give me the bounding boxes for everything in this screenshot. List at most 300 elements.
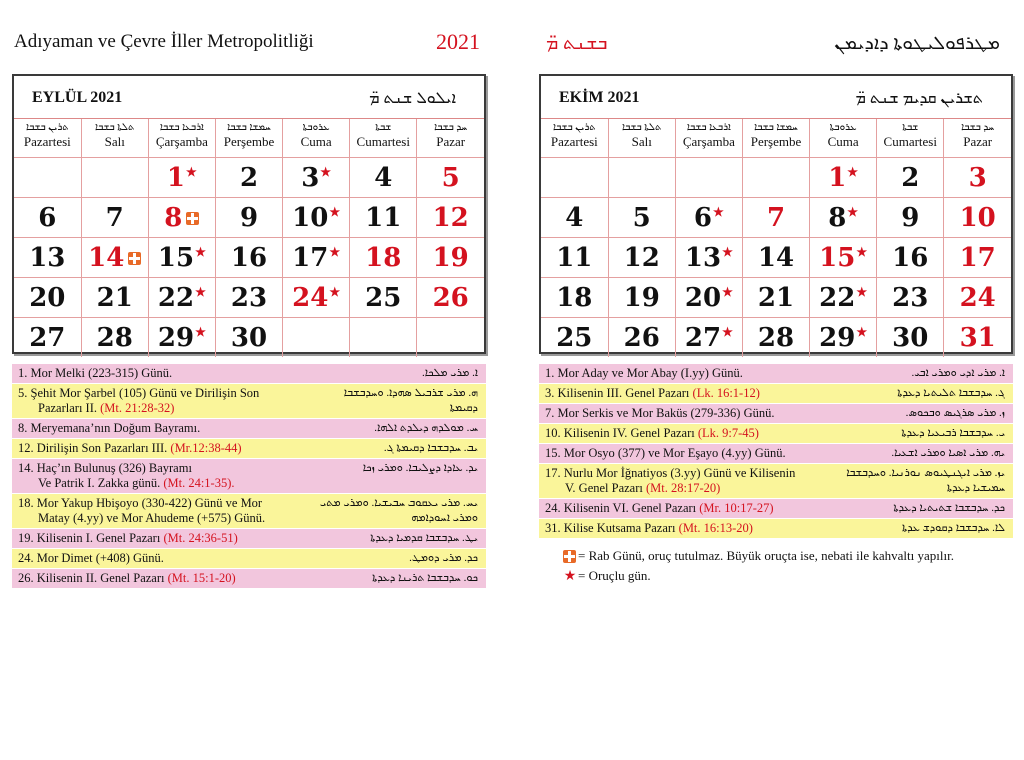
day-number: 2 [901, 162, 920, 193]
feast-text [12, 531, 318, 546]
weekday-row [541, 119, 1011, 158]
weekday-name: Cumartesi [356, 134, 410, 149]
feast-row [12, 419, 486, 439]
day-cell [148, 238, 215, 278]
day-cell [417, 318, 484, 358]
month-title: EKİM 2021 [559, 89, 640, 106]
weekday-syriac: ܚܕ ܒܫܒܐ [961, 122, 995, 133]
feast-syriac: ܟܕ. ܡܪܝ ܕܘܡܛ. [409, 552, 478, 564]
feast-text [539, 521, 845, 536]
calendar-grid [541, 119, 1011, 357]
fast-star-icon: ★ [320, 164, 332, 179]
calendar-october [539, 74, 1013, 354]
fast-star-icon: ★ [195, 244, 206, 259]
day-cell [944, 238, 1011, 278]
day-number: 10 [959, 202, 996, 233]
day-number: 17 [959, 242, 996, 273]
day-number: 17 [292, 242, 329, 273]
weekday-header [877, 119, 944, 158]
day-cell [944, 278, 1011, 318]
feast-text [12, 386, 318, 416]
day-number: 18 [365, 242, 402, 273]
weekday-header [81, 119, 148, 158]
fast-star-icon: ★ [722, 244, 733, 259]
feast-text [12, 551, 318, 566]
day-number: 23 [230, 282, 268, 313]
day-cell [215, 198, 282, 238]
lords-day-cross-icon [563, 550, 576, 563]
feast-title: 18. Mor Yakup Hbişoyo (330-422) Günü ve Mor [18, 496, 263, 510]
header-syriac-year: ܒܫܢܬ ܡ̈ [546, 33, 608, 54]
day-number: 4 [565, 202, 584, 233]
feast-reference: (Mr.12:38-44) [170, 441, 242, 455]
feast-title: 14. Haç’ın Bulunuş (326) Bayramı [18, 461, 192, 475]
feast-title: 26. Kilisenin II. Genel Pazarı [18, 571, 165, 585]
day-cell [944, 318, 1011, 358]
month-title-syriac: ܬܫܪܝܢ ܩܕܝܡ ܫܢܬ ܡ̈ [855, 90, 983, 107]
legend-item-cross [562, 546, 954, 566]
day-cell [608, 318, 675, 358]
feast-reference: (Mt. 16:13-20) [678, 521, 753, 535]
week-row [541, 238, 1011, 278]
week-row [541, 278, 1011, 318]
day-cell [608, 278, 675, 318]
feast-syriac: ܚ. ܡܘܠܕܗ ܕܝܠܕܬ ܐܠܗܐ. [374, 422, 478, 434]
feast-syriac: ܝܙ. ܡܪܝ ܐܝܓܢܛܝܘܣ ܢܘܪܢܝܐ. ܘܚܕܒܫܒܐ ܚܡܝܫܝܐ ܕܥܕܬܐ [846, 467, 1005, 494]
day-cell [541, 318, 608, 358]
day-number: 2 [239, 162, 259, 193]
weekday-name: Çarşamba [682, 134, 735, 149]
feast-reference: (Mt. 21:28-32) [100, 401, 175, 415]
day-number: 21 [96, 282, 133, 313]
day-cell [350, 198, 417, 238]
day-cell [810, 278, 877, 318]
feast-title: 24. Kilisenin VI. Genel Pazarı [545, 501, 697, 515]
weekday-syriac: ܥܪܘܒܬܐ [302, 122, 330, 133]
day-cell [944, 198, 1011, 238]
calendar-september [12, 74, 486, 354]
day-cell [283, 198, 350, 238]
feast-row [12, 569, 486, 589]
fast-star-icon: ★ [195, 284, 206, 299]
day-number: 4 [374, 162, 393, 193]
feast-syriac: ܗ. ܡܪܝ ܫܪܒܝܠ ܣܗܕܐ. ܘܚܕܒܫܒܐ ܕܩܝܡܬܐ [343, 387, 478, 414]
feast-syriac: ܟܕ. ܚܕܒܫܒܐ ܫܬܝܬܝܐ ܕܥܕܬܐ [893, 502, 1005, 514]
calendar-grid [14, 119, 484, 357]
weekday-header [350, 119, 417, 158]
feast-row [12, 529, 486, 549]
feast-row [539, 364, 1013, 384]
day-cell [541, 278, 608, 318]
weekday-name: Pazar [963, 134, 993, 149]
weekday-name: Salı [104, 134, 125, 149]
weekday-header [417, 119, 484, 158]
weekday-syriac: ܬܪܝܢ ܒܫܒܐ [552, 122, 596, 133]
feast-syriac: ܝܛ. ܚܕܒܫܒܐ ܩܕܡܝܐ ܕܥܕܬܐ [370, 532, 478, 544]
weekday-syriac: ܚܕ ܒܫܒܐ [434, 122, 468, 133]
day-number: 30 [892, 322, 929, 353]
day-number: 6 [693, 202, 713, 233]
weekday-syriac: ܬܠܬܐ ܒܫܒܐ [95, 122, 135, 133]
lords-day-cross-icon [128, 252, 141, 265]
day-cell [541, 198, 608, 238]
day-number: 29 [157, 322, 195, 353]
day-cell [14, 238, 81, 278]
day-cell [675, 318, 742, 358]
day-number: 30 [230, 322, 268, 353]
weekday-header [675, 119, 742, 158]
day-number: 24 [292, 282, 329, 313]
fast-star-icon: ★ [722, 284, 733, 299]
day-cell [283, 238, 350, 278]
weekday-header [608, 119, 675, 158]
fast-star-icon: ★ [847, 204, 859, 219]
day-number: 3 [968, 162, 987, 193]
feast-syriac: ܓ. ܚܕܒܫܒܐ ܬܠܝܬܝܐ ܕܥܕܬܐ [897, 387, 1005, 399]
day-cell [810, 318, 877, 358]
day-number: 15 [157, 242, 195, 273]
day-number: 7 [105, 202, 124, 233]
day-cell [215, 158, 282, 198]
weekday-syriac: ܚܡܫܐ ܒܫܒܐ [227, 122, 271, 133]
legend [562, 546, 954, 586]
feast-title: 1. Mor Melki (223-315) Günü. [18, 366, 173, 380]
feast-text [539, 366, 845, 381]
feast-text [12, 496, 318, 526]
day-number: 14 [757, 242, 795, 273]
day-cell [417, 278, 484, 318]
fast-star-icon: ★ [722, 324, 733, 339]
feast-syriac: ܠܐ. ܚܕܒܫܒܐ ܕܩܘܕܫ ܥܕܬܐ [902, 522, 1005, 534]
header-title: Adıyaman ve Çevre İller Metropolitliği [14, 31, 314, 52]
week-row [14, 158, 484, 198]
feast-syriac: ܝܗ. ܡܪܝ ܐܣܝܐ ܘܡܪܝ ܐܫܥܝܐ. [891, 447, 1005, 459]
weekday-syriac: ܐܪܒܥܐ ܒܫܒܐ [159, 122, 204, 133]
feast-reference: (Lk. 9:7-45) [697, 426, 759, 440]
day-cell [541, 238, 608, 278]
feast-syriac: ܐ. ܡܪܝ ܐܕܝ ܘܡܪܝ ܐܒܝ. [911, 367, 1005, 379]
feast-text [12, 366, 318, 381]
fast-star-icon: ★ [186, 164, 197, 179]
feast-reference: (Mr. 10:17-27) [699, 501, 774, 515]
weekday-header [944, 119, 1011, 158]
weekday-name: Cuma [300, 134, 332, 149]
weekday-header [742, 119, 809, 158]
day-number: 16 [230, 242, 268, 273]
week-row [541, 318, 1011, 358]
fast-star-icon: ★ [329, 204, 341, 219]
day-cell [608, 158, 675, 198]
day-number: 24 [959, 282, 996, 313]
day-number: 22 [819, 282, 856, 313]
day-cell [283, 278, 350, 318]
feast-text [539, 446, 845, 461]
fast-star-icon: ★ [856, 324, 868, 339]
feast-row [539, 424, 1013, 444]
feast-title: 8. Meryemana’nın Doğum Bayramı. [18, 421, 201, 435]
feast-row [539, 384, 1013, 404]
feast-row [539, 464, 1013, 499]
feast-row [539, 404, 1013, 424]
weekday-name: Çarşamba [155, 134, 208, 149]
lords-day-cross-icon [186, 212, 199, 225]
fast-star-icon: ★ [329, 244, 341, 259]
day-cell [350, 158, 417, 198]
weekday-syriac: ܐܪܒܥܐ ܒܫܒܐ [686, 122, 731, 133]
day-cell [608, 198, 675, 238]
day-cell [810, 198, 877, 238]
day-number: 26 [623, 322, 660, 353]
calendar-header [541, 76, 1011, 119]
day-number: 11 [365, 202, 402, 233]
day-cell [944, 158, 1011, 198]
feast-reference: (Mt. 24:36-51) [163, 531, 238, 545]
day-number: 5 [632, 202, 651, 233]
feast-syriac: ܝܚ. ܡܪܝ ܝܥܩܘܒ ܚܒܝܫܝܐ. ܘܡܪܝ ܡܬܝ ܘܡܪܝ ܐܚܘܕܐܡܗ [319, 497, 478, 524]
day-cell [675, 278, 742, 318]
fast-star-icon: ★ [856, 244, 868, 259]
feast-syriac: ܝܕ. ܥܐܕܐ ܕܨܠܝܒܐ. ܘܡܪܝ ܙܟܐ [362, 462, 478, 474]
day-number: 11 [556, 242, 593, 273]
day-number: 9 [239, 202, 259, 233]
header-year: 2021 [436, 29, 480, 54]
fast-star-icon: ★ [847, 164, 859, 179]
day-cell [148, 198, 215, 238]
day-cell [350, 318, 417, 358]
day-cell [81, 238, 148, 278]
feast-title: 19. Kilisenin I. Genel Pazarı [18, 531, 161, 545]
day-cell [742, 278, 809, 318]
feast-title: 17. Nurlu Mor İğnatiyos (3.yy) Günü ve Kilisenin [545, 466, 796, 480]
feast-syriac: ܙ. ܡܪܝ ܣܪܓܝܣ ܘܒܟܘܣ. [905, 407, 1005, 419]
feast-reference: (Mt. 28:17-20) [646, 481, 721, 495]
day-number: 20 [29, 282, 66, 313]
weekday-header [148, 119, 215, 158]
calendar-header [14, 76, 484, 119]
legend-item-star [562, 566, 954, 586]
day-number: 10 [292, 202, 329, 233]
week-row [14, 278, 484, 318]
day-cell [81, 318, 148, 358]
day-cell [81, 198, 148, 238]
day-number: 12 [623, 242, 660, 273]
day-number: 15 [819, 242, 856, 273]
day-cell [742, 238, 809, 278]
feast-row [539, 444, 1013, 464]
week-row [541, 158, 1011, 198]
day-cell [215, 238, 282, 278]
legend-star-text: = Oruçlu gün. [578, 568, 651, 583]
day-number: 1 [166, 162, 186, 193]
weekday-syriac: ܥܪܘܒܬܐ [829, 122, 857, 133]
feast-title-cont: V. Genel Pazarı [565, 481, 643, 495]
weekday-name: Cumartesi [883, 134, 937, 149]
fast-star-icon: ★ [195, 324, 206, 339]
weekday-name: Pazartesi [23, 134, 71, 149]
day-number: 3 [301, 162, 320, 193]
month-title-syriac: ܐܝܠܘܠ ܫܢܬ ܡ̈ [369, 90, 456, 107]
feast-text [539, 426, 845, 441]
feast-title: 24. Mor Dimet (+408) Günü. [18, 551, 164, 565]
day-number: 22 [157, 282, 195, 313]
feast-title: 5. Şehit Mor Şarbel (105) Günü ve Dirilişin Son [18, 386, 260, 400]
day-number: 25 [365, 282, 402, 313]
feast-reference: (Mt. 15:1-20) [167, 571, 236, 585]
weekday-name: Perşembe [223, 134, 275, 149]
day-cell [14, 278, 81, 318]
day-cell [417, 238, 484, 278]
day-cell [742, 158, 809, 198]
feast-text [12, 421, 318, 436]
feast-row [12, 459, 486, 494]
feast-row [539, 519, 1013, 539]
day-number: 19 [623, 282, 660, 313]
day-number: 14 [88, 242, 125, 273]
weekday-row [14, 119, 484, 158]
weekday-syriac: ܬܪܝܢ ܒܫܒܐ [25, 122, 69, 133]
day-number: 20 [684, 282, 722, 313]
weekday-name: Pazar [436, 134, 466, 149]
feast-reference: (Lk. 16:1-12) [692, 386, 760, 400]
week-row [14, 238, 484, 278]
day-number: 13 [684, 242, 722, 273]
weekday-name: Pazartesi [550, 134, 598, 149]
day-cell [877, 238, 944, 278]
day-number: 21 [757, 282, 795, 313]
day-cell [417, 198, 484, 238]
day-cell [215, 278, 282, 318]
day-number: 28 [757, 322, 795, 353]
feast-title: 31. Kilise Kutsama Pazarı [545, 521, 676, 535]
day-cell [14, 318, 81, 358]
day-cell [810, 158, 877, 198]
day-cell [350, 278, 417, 318]
week-row [14, 198, 484, 238]
weekday-name: Cuma [827, 134, 859, 149]
day-number: 6 [38, 202, 57, 233]
feast-reference: (Mt. 24:1-35). [163, 476, 235, 490]
weekday-header [541, 119, 608, 158]
day-number: 5 [441, 162, 460, 193]
feast-text [12, 571, 318, 586]
feast-text [539, 501, 845, 516]
day-cell [283, 318, 350, 358]
fast-star-icon: ★ [329, 284, 341, 299]
weekday-syriac: ܚܡܫܐ ܒܫܒܐ [754, 122, 798, 133]
day-number: 1 [828, 162, 847, 193]
day-cell [148, 158, 215, 198]
feast-syriac: ܝ. ܚܕܒܫܒܐ ܪܒܝܥܝܐ ܕܥܕܬܐ [901, 427, 1005, 439]
fast-star-icon: ★ [563, 568, 577, 584]
feast-text [539, 466, 845, 496]
feast-title: 10. Kilisenin IV. Genel Pazarı [545, 426, 695, 440]
day-cell [14, 158, 81, 198]
day-number: 31 [959, 322, 996, 353]
day-cell [81, 278, 148, 318]
weekday-header [283, 119, 350, 158]
day-number: 23 [892, 282, 929, 313]
day-number: 26 [432, 282, 469, 313]
day-number: 18 [556, 282, 593, 313]
day-number: 29 [819, 322, 856, 353]
fast-star-icon: ★ [713, 204, 724, 219]
feast-text [12, 461, 318, 491]
day-cell [675, 198, 742, 238]
weekday-header [810, 119, 877, 158]
feast-row [12, 439, 486, 459]
day-cell [810, 238, 877, 278]
day-number: 8 [828, 202, 847, 233]
feast-syriac: ܟܘ. ܚܕܒܫܒܐ ܬܪܝܢܐ ܕܥܕܬܐ [372, 572, 478, 584]
day-number: 25 [556, 322, 593, 353]
feast-row [12, 494, 486, 529]
day-number: 7 [766, 202, 786, 233]
day-cell [541, 158, 608, 198]
day-cell [742, 198, 809, 238]
feast-title: 15. Mor Osyo (377) ve Mor Eşayo (4.yy) Günü. [545, 446, 786, 460]
day-number: 16 [892, 242, 929, 273]
week-row [14, 318, 484, 358]
feast-syriac: ܝܒ. ܚܕܒܫܒܐ ܕܩܝܡܬܐ ܓ. [383, 442, 478, 454]
day-cell [877, 318, 944, 358]
day-number: 28 [96, 322, 133, 353]
day-cell [608, 238, 675, 278]
feast-list-september [12, 364, 486, 589]
day-number: 27 [29, 322, 66, 353]
weekday-syriac: ܬܠܬܐ ܒܫܒܐ [622, 122, 662, 133]
feast-list-october [539, 364, 1013, 539]
feast-row [12, 384, 486, 419]
day-cell [14, 198, 81, 238]
day-cell [283, 158, 350, 198]
day-cell [877, 198, 944, 238]
month-title: EYLÜL 2021 [32, 89, 123, 106]
feast-row [12, 364, 486, 384]
feast-title-cont: Pazarları II. [38, 401, 97, 415]
feast-syriac: ܐ. ܡܪܝ ܡܠܟܐ. [422, 367, 478, 379]
header-syriac-title: ܡܛܪܦܘܠܝܛܘܬܐ ܕܐܕܝܡܢ [834, 33, 1000, 54]
day-number: 19 [432, 242, 469, 273]
day-number: 9 [901, 202, 920, 233]
day-cell [675, 238, 742, 278]
day-cell [742, 318, 809, 358]
feast-title: 7. Mor Serkis ve Mor Baküs (279-336) Günü. [545, 406, 775, 420]
weekday-syriac: ܫܒܬܐ [375, 122, 392, 133]
weekday-header [14, 119, 81, 158]
day-number: 13 [29, 242, 66, 273]
feast-title: 1. Mor Aday ve Mor Abay (I.yy) Günü. [545, 366, 743, 380]
day-cell [877, 278, 944, 318]
day-cell [215, 318, 282, 358]
day-cell [350, 238, 417, 278]
day-number: 27 [684, 322, 722, 353]
day-cell [877, 158, 944, 198]
feast-row [12, 549, 486, 569]
feast-text [539, 406, 845, 421]
day-cell [148, 278, 215, 318]
day-number: 8 [164, 202, 183, 233]
feast-text [12, 441, 318, 456]
fast-star-icon: ★ [856, 284, 868, 299]
weekday-header [215, 119, 282, 158]
feast-title: 3. Kilisenin III. Genel Pazarı [545, 386, 690, 400]
day-cell [675, 158, 742, 198]
day-cell [417, 158, 484, 198]
weekday-syriac: ܫܒܬܐ [902, 122, 919, 133]
feast-row [539, 499, 1013, 519]
feast-title: 12. Dirilişin Son Pazarları III. [18, 441, 168, 455]
feast-title-cont: Ve Patrik I. Zakka günü. [38, 476, 161, 490]
